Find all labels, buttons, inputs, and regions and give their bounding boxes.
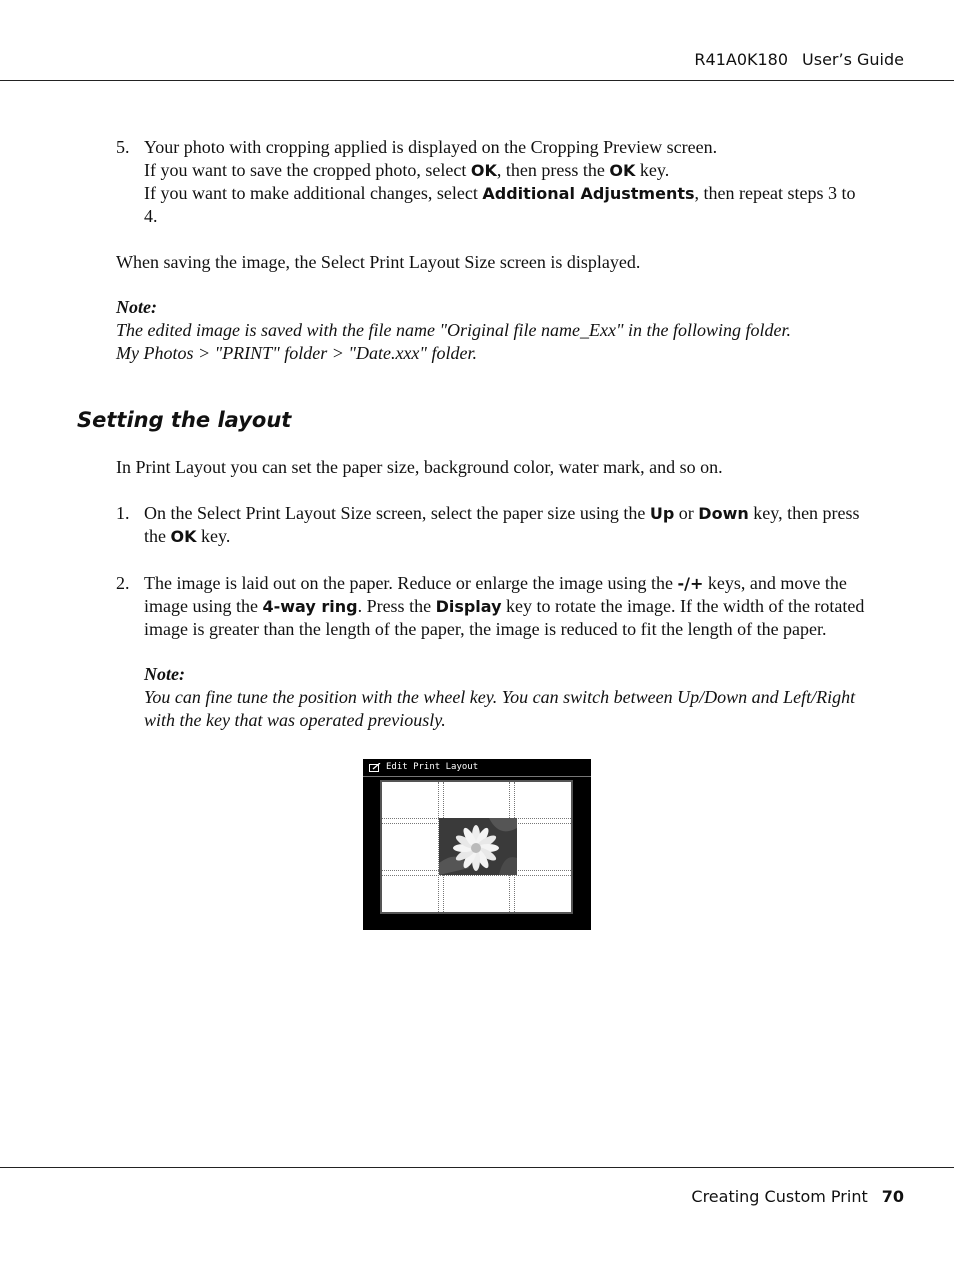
note-1-line-2: My Photos > "PRINT" folder > "Date.xxx" folder. (116, 343, 477, 363)
footer-rule (0, 1167, 954, 1168)
note-1 (116, 296, 791, 365)
page-number: 70 (881, 1187, 904, 1206)
page-footer (691, 1187, 904, 1206)
step-2-line-3: image is greater than the length of the paper, the image is reduced to fit the length of the paper. (144, 619, 827, 639)
key-4-way-ring: 4-way ring (262, 597, 358, 616)
footer-section: Creating Custom Print (691, 1187, 868, 1206)
note-title: Note: (116, 297, 157, 317)
note-title: Note: (144, 664, 185, 684)
edit-icon (369, 763, 381, 772)
key-minus-plus: -/+ (677, 574, 704, 593)
screen-title-bar (363, 759, 591, 777)
key-up: Up (649, 504, 675, 523)
intro-paragraph: In Print Layout you can set the paper size, background color, water mark, and so on. (116, 457, 723, 477)
section-title: Setting the layout (77, 408, 292, 432)
step-number: 1. (116, 503, 130, 523)
doc-code: R41A0K180 (694, 50, 789, 69)
step-1-line-2: the OK key. (144, 526, 231, 546)
note-2-line-1: You can fine tune the position with the wheel key. You can switch between Up/Down and Left/Right (144, 687, 856, 707)
saving-paragraph: When saving the image, the Select Print Layout Size screen is displayed. (116, 252, 641, 272)
step-5-line-3: If you want to make additional changes, select Additional Adjustments, then repeat steps 3 to (144, 183, 856, 203)
key-ok: OK (609, 161, 636, 180)
key-down: Down (698, 504, 749, 523)
key-ok: OK (470, 161, 497, 180)
step-1-line-1: On the Select Print Layout Size screen, select the paper size using the Up or Down key, then press (144, 503, 860, 523)
step-2-line-2: image using the 4-way ring. Press the Display key to rotate the image. If the width of the rotated (144, 596, 865, 616)
key-ok: OK (170, 527, 197, 546)
page-header (694, 50, 904, 69)
step-1 (116, 502, 880, 548)
step-2-line-1: The image is laid out on the paper. Reduce or enlarge the image using the -/+ keys, and move the (144, 573, 847, 593)
screen-title: Edit Print Layout (386, 762, 479, 772)
key-additional-adjustments: Additional Adjustments (482, 184, 695, 203)
step-number: 2. (116, 573, 130, 593)
note-2-line-2: with the key that was operated previously. (144, 710, 446, 730)
key-display: Display (435, 597, 502, 616)
flower-image (439, 818, 517, 875)
layout-paper (380, 780, 573, 914)
note-2 (144, 663, 855, 732)
screen-footer (363, 919, 591, 930)
header-rule (0, 80, 954, 81)
guide-line (382, 875, 571, 876)
flower-photo (439, 818, 517, 875)
step-2 (116, 572, 880, 641)
step-5-line-4: 4. (144, 206, 158, 226)
doc-guide-title: User’s Guide (802, 50, 904, 69)
step-5-line-2: If you want to save the cropped photo, select OK, then press the OK key. (144, 160, 670, 180)
step-5-line-1: Your photo with cropping applied is displayed on the Cropping Preview screen. (144, 137, 718, 157)
note-1-line-1: The edited image is saved with the file name "Original file name_Exx" in the following folder. (116, 320, 792, 340)
step-5 (116, 136, 880, 228)
step-number: 5. (116, 137, 130, 157)
edit-print-layout-screen (363, 759, 591, 930)
